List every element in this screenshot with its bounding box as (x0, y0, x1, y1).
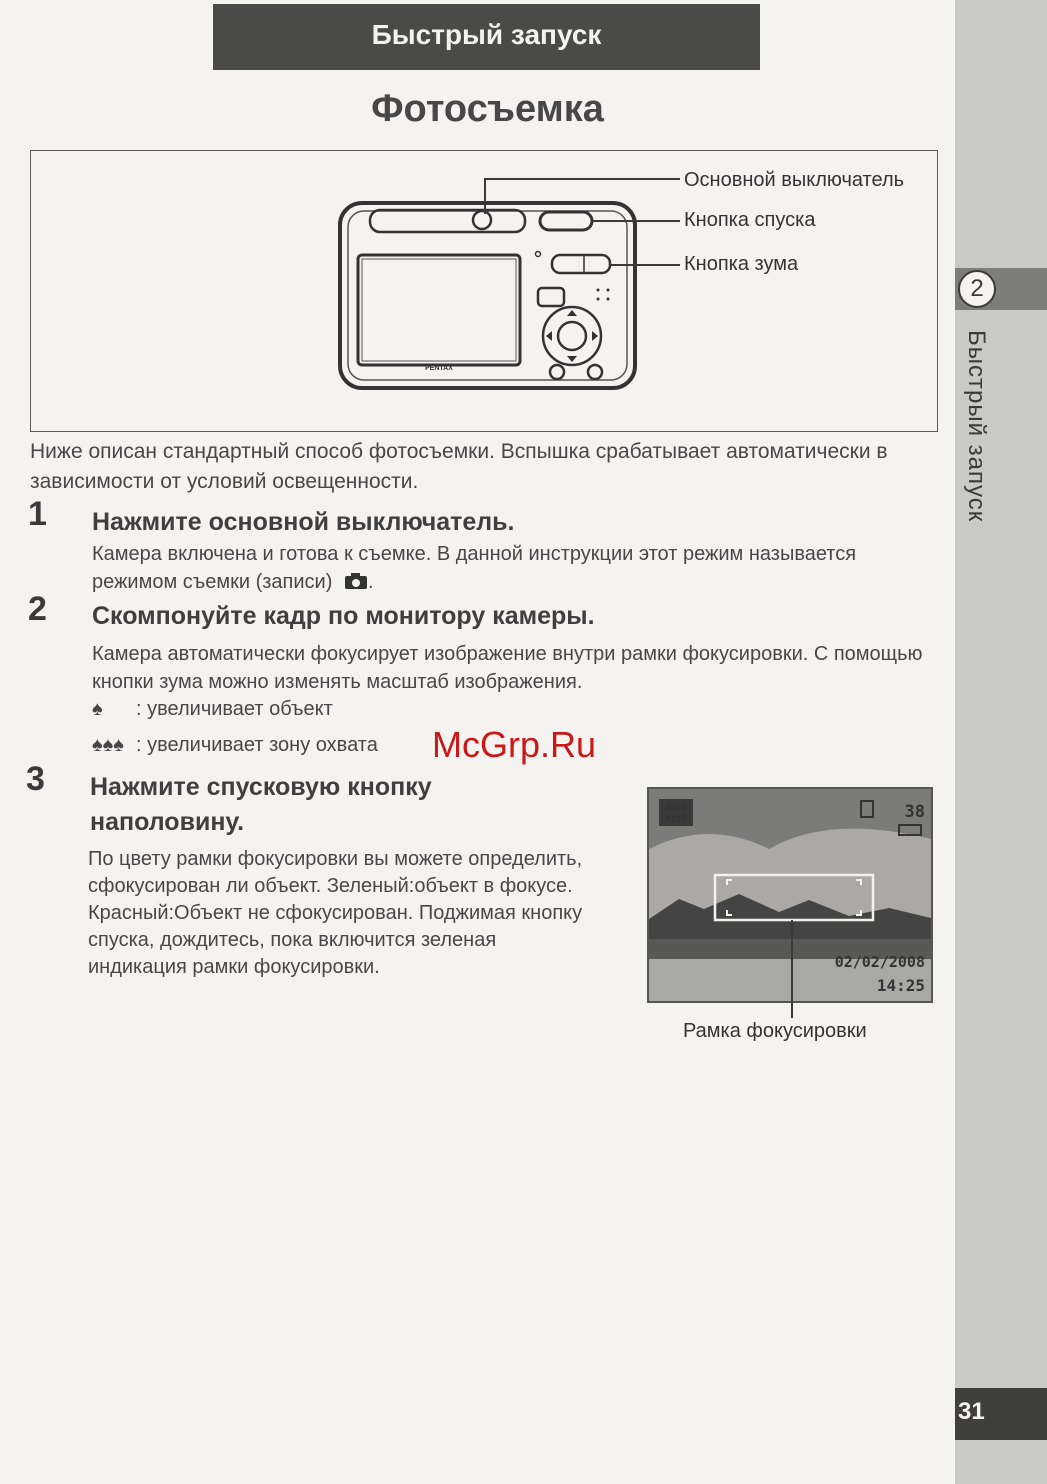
step-1-heading: Нажмите основной выключатель. (92, 508, 515, 536)
intro-paragraph: Ниже описан стандартный способ фотосъемки. Вспышка срабатывает автоматически в зависимости от условий освещенности. (30, 440, 888, 493)
zoom-tele-text: : увеличивает объект (136, 698, 333, 720)
monitor-screen-example (647, 787, 933, 1003)
callout-line-shutter (592, 220, 680, 222)
step-3-body: По цвету рамки фокусировки вы можете определить, сфокусирован ли объект. Зеленый:объект в фокусе. Красный:Объект не сфокусирован. Поджимая кнопку спуска, дождитесь, пока включится зеленая индикация рамки фокусировки. (88, 848, 583, 978)
camera-brand-text: PENTAX (425, 365, 453, 372)
wide-icon: ♠♠♠ (92, 734, 124, 756)
auto-pict-badge-top: AUTO (665, 803, 687, 813)
screen-date: 02/02/2008 (834, 953, 925, 971)
screen-time: 14:25 (876, 976, 925, 995)
tele-icon: ♠ (92, 698, 103, 720)
camera-mode-icon (344, 572, 368, 590)
step-1-body-text: Камера включена и готова к съемке. В данной инструкции этот режим называется режимом съемки (записи) (92, 543, 857, 593)
step-3-heading-line2: наполовину. (90, 808, 245, 836)
label-zoom-button: Кнопка зума (684, 253, 799, 275)
shots-remaining: 38 (904, 802, 925, 822)
step-1-body (92, 540, 922, 596)
step-2-heading: Скомпонуйте кадр по монитору камеры. (92, 602, 595, 630)
page-title: Фотосъемка (371, 88, 604, 130)
callout-line-power-h (484, 178, 680, 180)
zoom-wide-line (92, 734, 378, 757)
step-3-heading-line1: Нажмите спусковую кнопку (90, 773, 432, 801)
chapter-number-badge: 2 (958, 270, 996, 308)
step-2-number: 2 (28, 590, 47, 628)
focus-frame-caption: Рамка фокусировки (683, 1020, 867, 1042)
side-strip (955, 0, 1047, 1484)
step-1-body-end: . (367, 571, 374, 593)
watermark: McGrp.Ru (432, 724, 597, 765)
monitor-scene (649, 789, 931, 1001)
label-power-switch: Основной выключатель (684, 169, 905, 191)
step-1-number: 1 (28, 495, 47, 533)
callout-line-power-v (484, 178, 486, 214)
step-3-number: 3 (26, 760, 45, 798)
side-chapter-title: Быстрый запуск (963, 330, 990, 523)
section-header: Быстрый запуск (213, 4, 760, 70)
page-number: 31 (958, 1398, 985, 1425)
zoom-tele-line (92, 698, 333, 721)
callout-line-zoom (610, 264, 680, 266)
zoom-wide-text: : увеличивает зону охвата (136, 734, 378, 756)
auto-pict-badge-bottom: PICT (665, 815, 687, 825)
focus-frame-callout-line (791, 920, 793, 1018)
step-2-body: Камера автоматически фокусирует изображение внутри рамки фокусировки. С помощью кнопки зума можно изменять масштаб изображения. (92, 643, 923, 693)
label-shutter-button: Кнопка спуска (684, 209, 816, 231)
